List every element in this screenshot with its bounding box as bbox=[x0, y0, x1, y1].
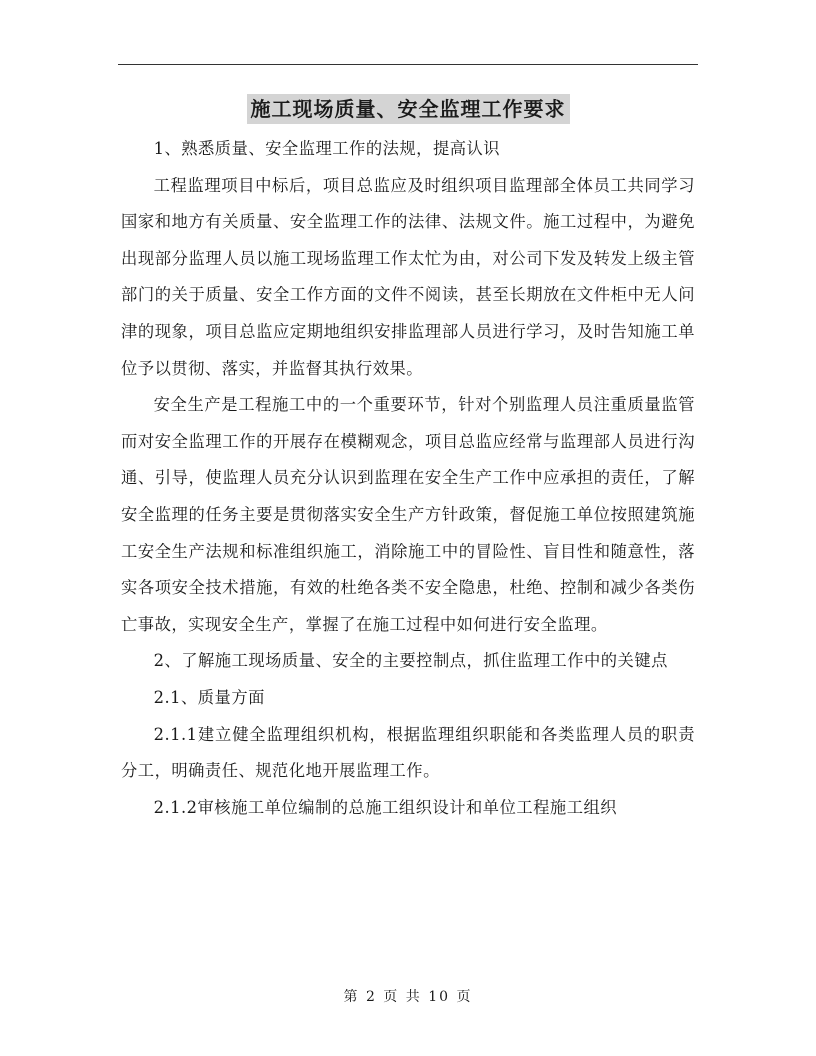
paragraph-2: 安全生产是工程施工中的一个重要环节，针对个别监理人员注重质量监管而对安全监理工作的开展存在模糊观念，项目总监应经常与监理部人员进行沟通、引导，使监理人员充分认识到监理在安全生产工作中应承担的责任，了解安全监理的任务主要是贯彻落实安全生产方针政策，督促施工单位按照建筑施工安全生产法规和标准组织施工，消除施工中的冒险性、盲目性和随意性，落实各项安全技术措施，有效的杜绝各类不安全隐患，杜绝、控制和减少各类伤亡事故，实现安全生产，掌握了在施工过程中如何进行安全监理。 bbox=[121, 395, 695, 634]
heading-2: 2、了解施工现场质量、安全的主要控制点，抓住监理工作中的关键点 bbox=[153, 651, 668, 671]
document-title: 施工现场质量、安全监理工作要求 bbox=[247, 94, 570, 124]
title-container bbox=[0, 94, 816, 124]
item-2-1-2: 2.1.2审核施工单位编制的总施工组织设计和单位工程施工组织 bbox=[153, 797, 618, 817]
header-rule bbox=[118, 64, 698, 65]
document-body bbox=[121, 131, 695, 826]
paragraph-1: 工程监理项目中标后，项目总监应及时组织项目监理部全体员工共同学习国家和地方有关质量、安全监理工作的法律、法规文件。施工过程中，为避免出现部分监理人员以施工现场监理工作太忙为由，对公司下发及转发上级主管部门的关于质量、安全工作方面的文件不阅读，甚至长期放在文件柜中无人问津的现象，项目总监应定期地组织安排监理部人员进行学习，及时告知施工单位予以贯彻、落实，并监督其执行效果。 bbox=[121, 175, 695, 378]
heading-1: 1、熟悉质量、安全监理工作的法规，提高认识 bbox=[153, 139, 501, 158]
page-footer: 第 2 页 共 10 页 bbox=[343, 989, 473, 1005]
item-2-1-1: 2.1.1建立健全监理组织机构，根据监理组织职能和各类监理人员的职责分工，明确责任、规范化地开展监理工作。 bbox=[121, 724, 695, 781]
heading-2-1: 2.1、质量方面 bbox=[153, 687, 265, 707]
